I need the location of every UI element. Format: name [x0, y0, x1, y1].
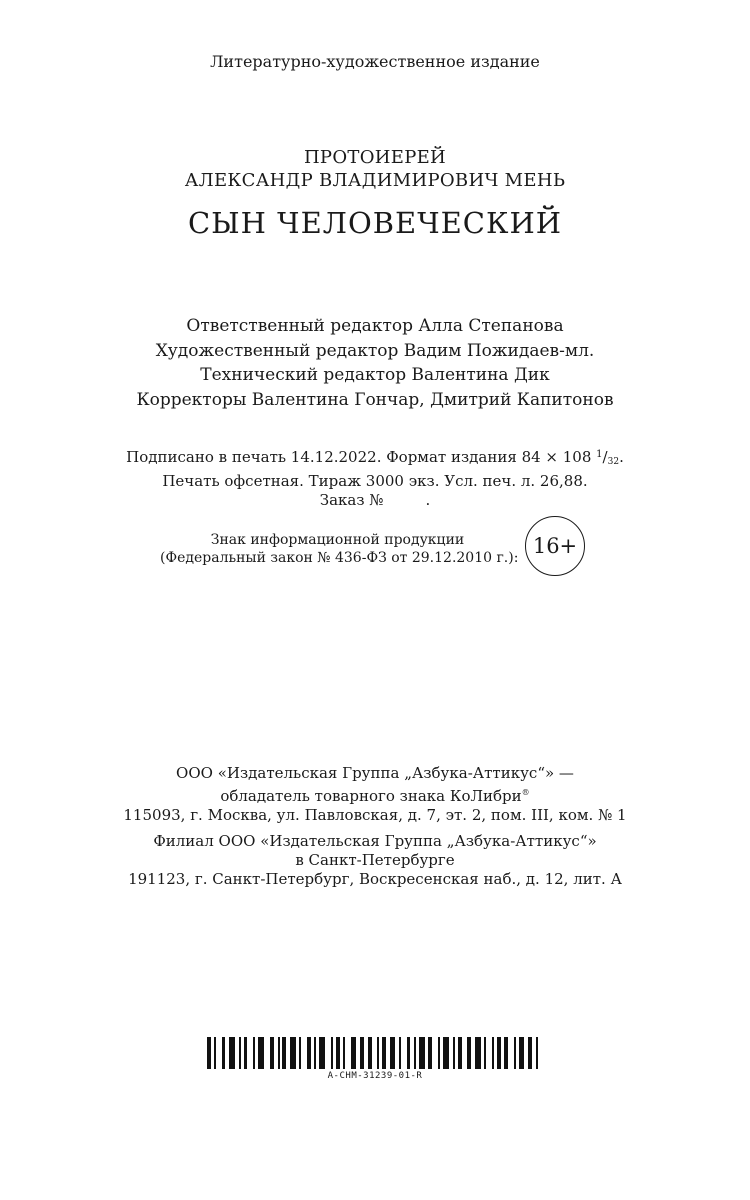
barcode-bar — [244, 1037, 248, 1069]
barcode-bar — [343, 1037, 345, 1069]
order-label: Заказ № — [319, 491, 384, 509]
barcode-bar — [253, 1037, 255, 1069]
barcode-bar — [414, 1037, 416, 1069]
barcode-bar — [229, 1037, 235, 1069]
barcode-bar — [258, 1037, 264, 1069]
registered-mark: ® — [521, 788, 530, 797]
barcode-bar — [484, 1037, 486, 1069]
branch-line: в Санкт-Петербурге — [295, 851, 455, 869]
barcode-bar — [207, 1037, 211, 1069]
barcode-bar — [214, 1037, 216, 1069]
age-rating-line-2: (Федеральный закон № 436-ФЗ от 29.12.2010 г.): — [160, 550, 519, 566]
publisher-line — [0, 783, 750, 806]
print-line-2: Печать офсетная. Тираж 3000 экз. Усл. печ. л. 26,88. — [162, 472, 588, 490]
order-line — [0, 491, 750, 510]
barcode-bar — [222, 1037, 226, 1069]
barcode-bar — [314, 1037, 316, 1069]
barcode-bar — [299, 1037, 301, 1069]
order-end: . — [425, 491, 431, 509]
author-block — [0, 146, 750, 192]
branch-line: Филиал ООО «Издательская Группа „Азбука-Аттикус“» — [153, 832, 597, 850]
publisher-line: ООО «Издательская Группа „Азбука-Аттикус“» — — [176, 764, 574, 782]
barcode-bar — [428, 1037, 432, 1069]
barcode-bar — [438, 1037, 440, 1069]
barcode-bar — [504, 1037, 508, 1069]
barcode-code: A-CHM-31239-01-R — [327, 1071, 423, 1081]
publisher-block — [0, 764, 750, 889]
print-line-1 — [0, 445, 750, 472]
barcode-bar — [467, 1037, 471, 1069]
barcode-bar — [331, 1037, 333, 1069]
barcode-bar — [290, 1037, 296, 1069]
age-rating-badge: 16+ — [525, 516, 585, 576]
format-numerator: 1 — [596, 449, 603, 460]
barcode-bar — [336, 1037, 340, 1069]
barcode-bar — [319, 1037, 325, 1069]
barcode-bar — [282, 1037, 286, 1069]
format-slash: / — [602, 448, 608, 466]
age-rating-label — [160, 531, 519, 567]
barcode-bar — [368, 1037, 372, 1069]
barcode-bar — [443, 1037, 449, 1069]
barcode-bar — [278, 1037, 280, 1069]
print-info — [0, 445, 750, 510]
book-title: СЫН ЧЕЛОВЕЧЕСКИЙ — [187, 206, 563, 240]
publisher-address: 115093, г. Москва, ул. Павловская, д. 7, эт. 2, пом. III, ком. № 1 — [123, 806, 627, 824]
barcode-bar — [377, 1037, 379, 1069]
barcode-bar — [407, 1037, 411, 1069]
barcode-bar — [453, 1037, 455, 1069]
barcode-bar — [419, 1037, 425, 1069]
barcode-bar — [239, 1037, 241, 1069]
age-rating-line-1: Знак информационной продукции — [210, 532, 465, 548]
genre-label: Литературно-художественное издание — [210, 52, 540, 71]
credit-line: Технический редактор Валентина Дик — [200, 365, 550, 385]
barcode-bar — [307, 1037, 311, 1069]
author-name: АЛЕКСАНДР ВЛАДИМИРОВИЧ МЕНЬ — [184, 170, 566, 191]
print-format-text: Подписано в печать 14.12.2022. Формат издания 84 × 108 — [126, 448, 592, 466]
barcode-bar — [382, 1037, 386, 1069]
barcode-bar — [351, 1037, 357, 1069]
barcode-bar — [497, 1037, 501, 1069]
barcode-bar — [528, 1037, 532, 1069]
print-line-1-end: . — [619, 448, 624, 466]
barcode-bar — [360, 1037, 364, 1069]
branch-address: 191123, г. Санкт-Петербург, Воскресенская наб., д. 12, лит. А — [128, 870, 622, 888]
barcode-bar — [390, 1037, 396, 1069]
barcode-bar — [536, 1037, 538, 1069]
barcode-bar — [458, 1037, 462, 1069]
credit-line: Ответственный редактор Алла Степанова — [186, 316, 564, 336]
credit-line: Корректоры Валентина Гончар, Дмитрий Капитонов — [136, 389, 614, 410]
barcode-bar — [519, 1037, 525, 1069]
barcode-bar — [492, 1037, 494, 1069]
barcode-bar — [399, 1037, 401, 1069]
barcode-bar — [475, 1037, 481, 1069]
barcode-image — [207, 1037, 538, 1069]
credit-line: Художественный редактор Вадим Пожидаев-мл. — [155, 340, 595, 361]
credits-block — [0, 314, 750, 412]
author-rank: ПРОТОИЕРЕЙ — [303, 147, 447, 168]
barcode-bar — [270, 1037, 274, 1069]
trademark-text: обладатель товарного знака КоЛибри — [220, 787, 522, 805]
barcode-bar — [514, 1037, 516, 1069]
format-denominator: 32 — [607, 457, 620, 467]
